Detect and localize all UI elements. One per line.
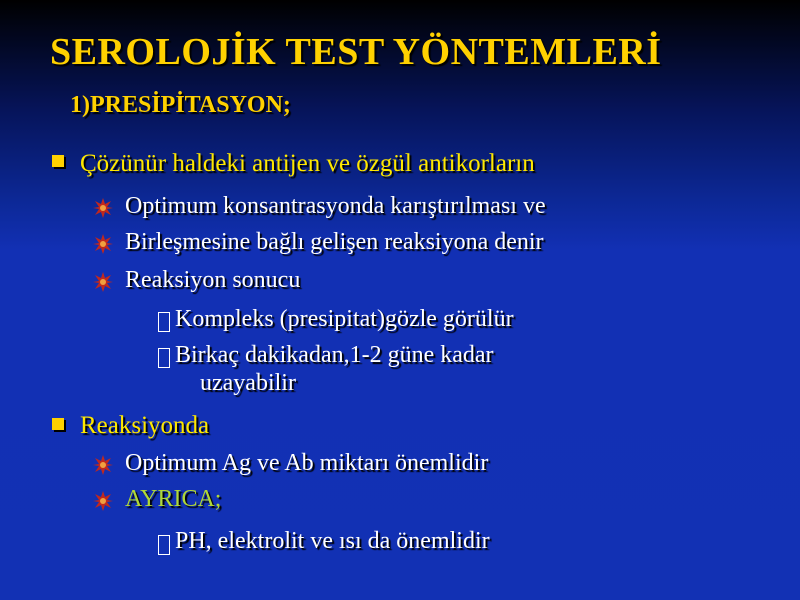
bullet-1-3-2-text: Birkaç dakikadan,1-2 güne kadar	[175, 342, 494, 368]
slide-title: SEROLOJİK TEST YÖNTEMLERİ	[50, 31, 662, 73]
bullet-2-2-1-text: PH, elektrolit ve ısı da önemlidir	[175, 528, 490, 554]
starburst-bullet-icon	[93, 491, 113, 516]
slide-subtitle: 1)PRESİPİTASYON;	[70, 92, 291, 118]
starburst-bullet-icon	[93, 198, 113, 223]
bullet-1-3-text: Reaksiyon sonucu	[125, 267, 301, 293]
missing-glyph-bullet-icon	[158, 312, 170, 332]
missing-glyph-bullet-icon	[158, 535, 170, 555]
bullet-1-3-1-text: Kompleks (presipitat)gözle görülür	[175, 306, 514, 332]
starburst-bullet-icon	[93, 455, 113, 480]
starburst-bullet-icon	[93, 272, 113, 297]
starburst-bullet-icon	[93, 234, 113, 259]
square-bullet-icon	[52, 418, 64, 430]
bullet-1-2-text: Birleşmesine bağlı gelişen reaksiyona denir	[125, 229, 544, 255]
bullet-1-text: Çözünür haldeki antijen ve özgül antikorların	[80, 150, 535, 177]
bullet-2-text: Reaksiyonda	[80, 412, 210, 439]
bullet-1-3-2-continuation: uzayabilir	[200, 370, 296, 396]
missing-glyph-bullet-icon	[158, 348, 170, 368]
square-bullet-icon	[52, 155, 64, 167]
bullet-2-1-text: Optimum Ag ve Ab miktarı önemlidir	[125, 450, 489, 476]
bullet-1-1-text: Optimum konsantrasyonda karıştırılması ve	[125, 193, 546, 219]
bullet-2-2-text: AYRICA;	[125, 486, 222, 512]
